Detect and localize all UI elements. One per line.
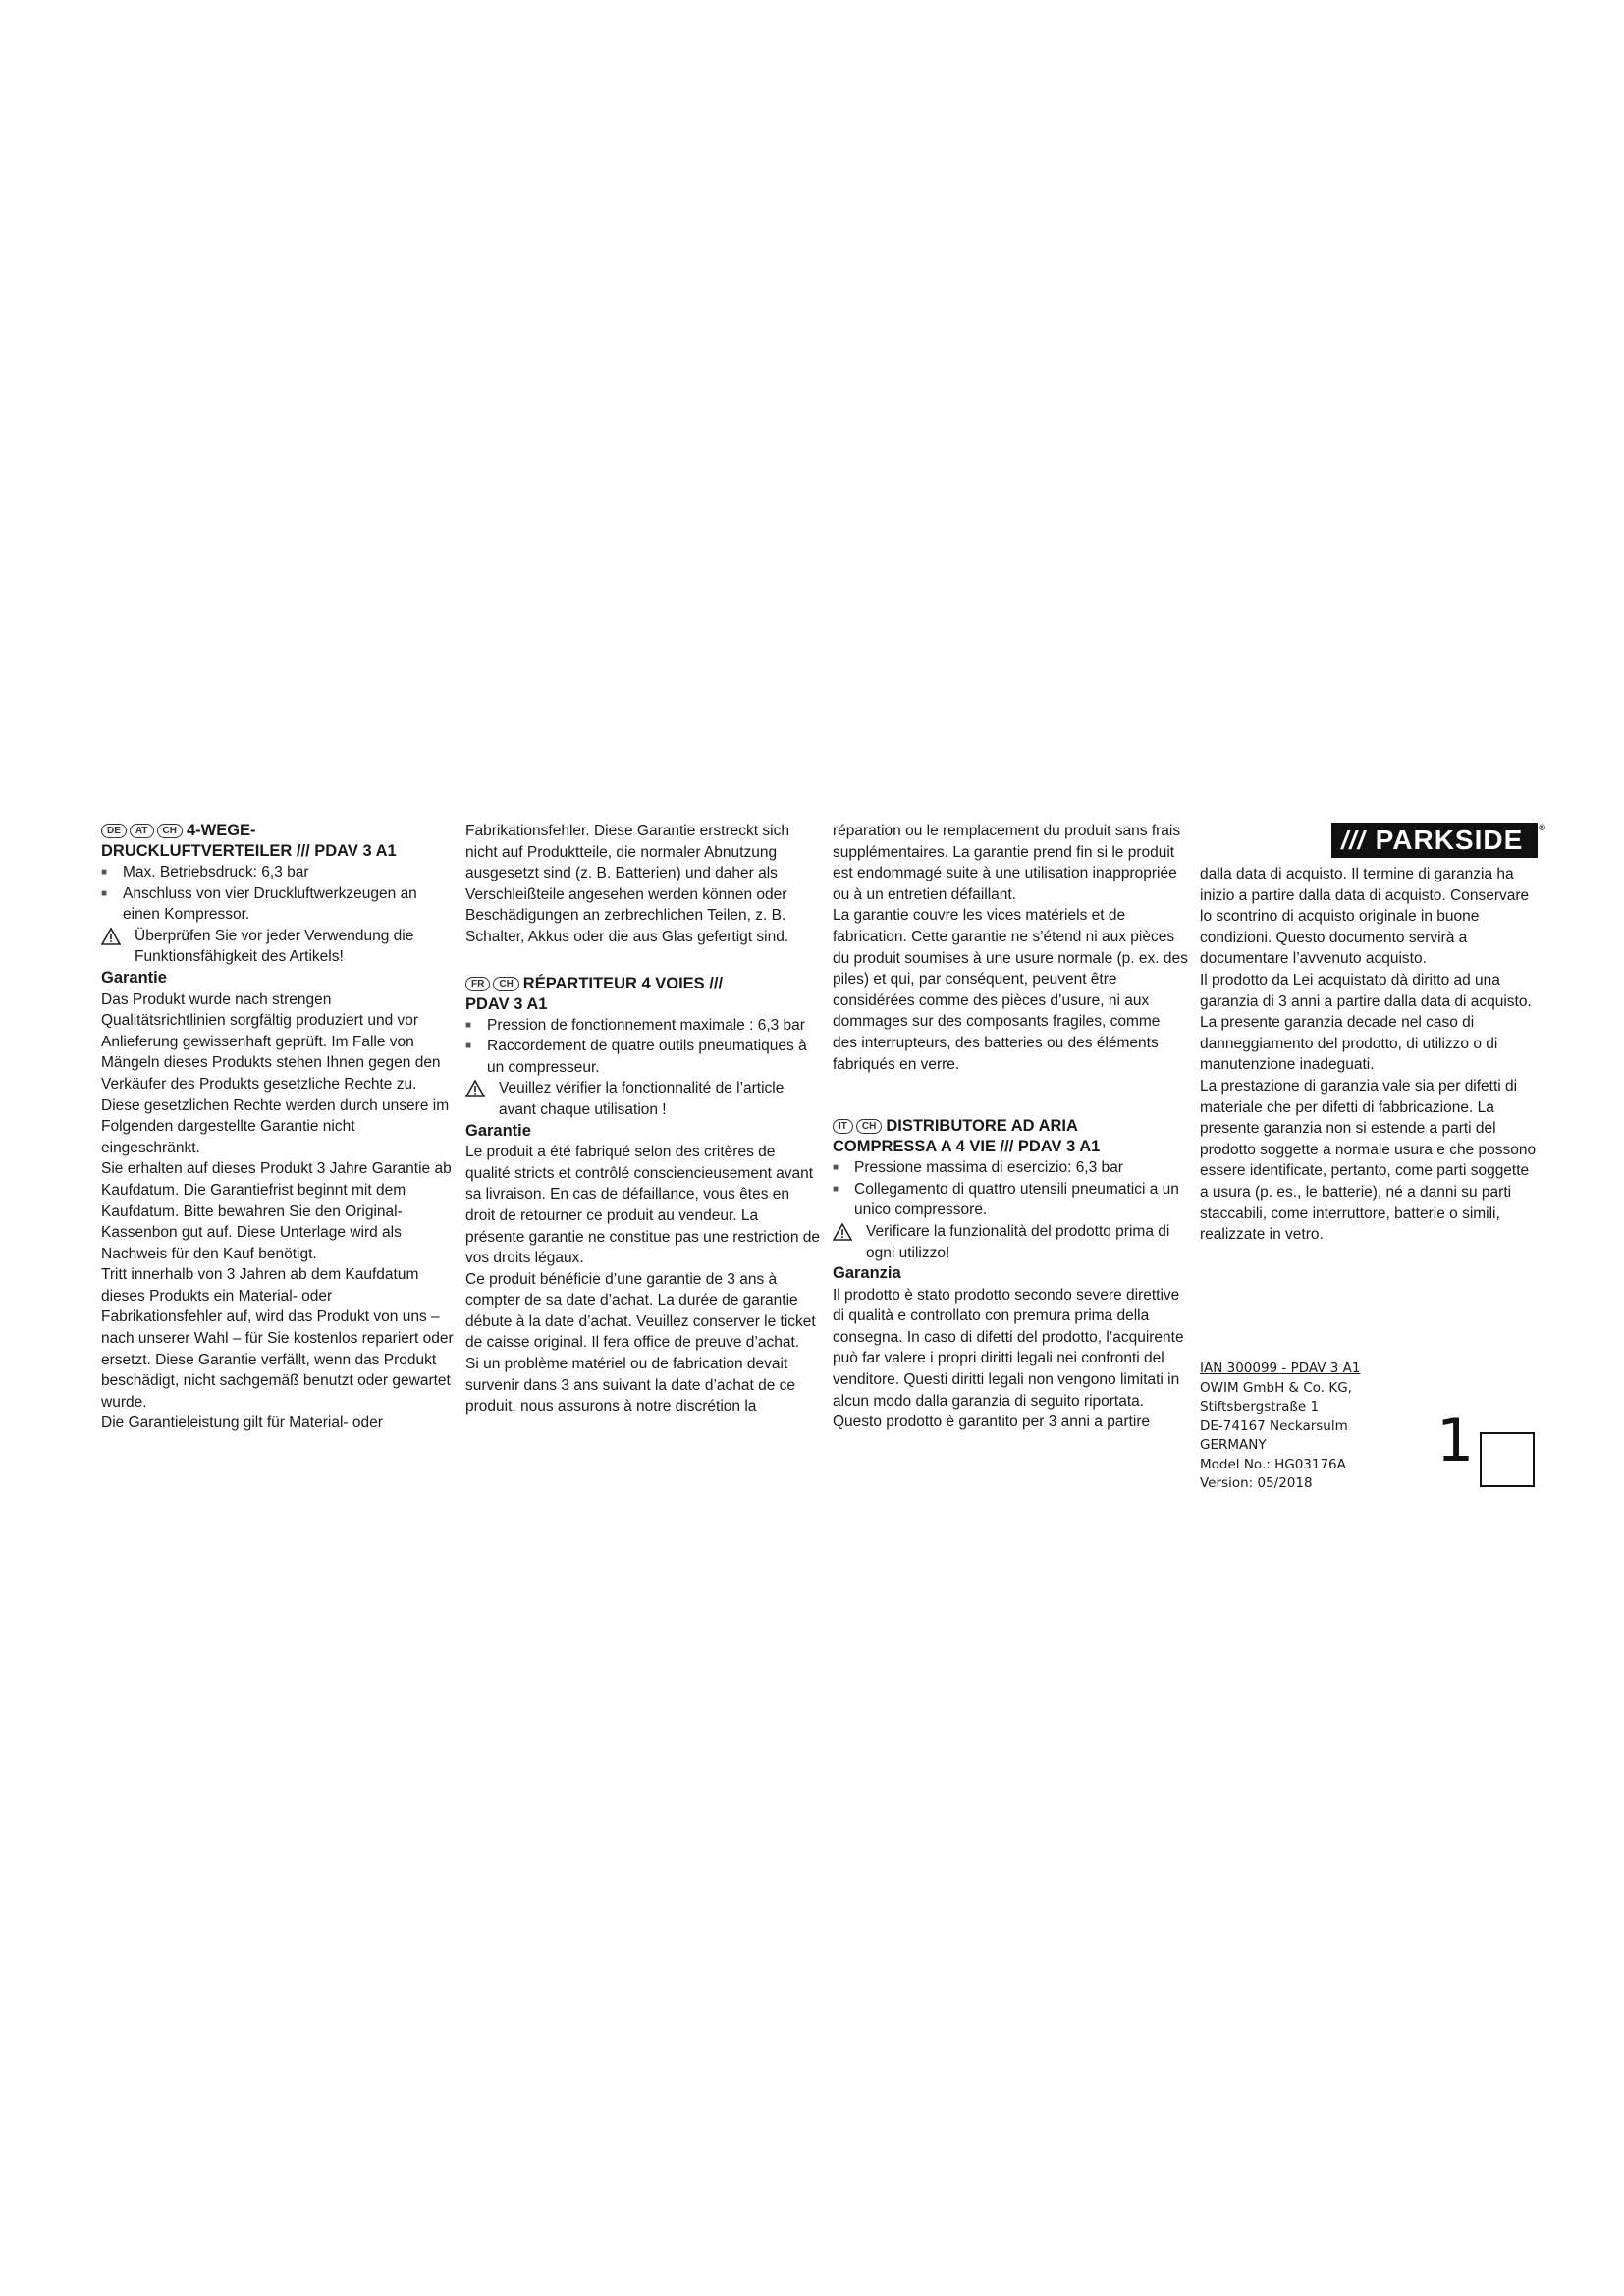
- de-country-badges: [101, 824, 183, 838]
- square-bullet-icon: ■: [465, 1041, 472, 1052]
- logo-text: PARKSIDE: [1375, 825, 1524, 855]
- it-garanzia-p2: Questo prodotto è garantito per 3 anni a partire: [833, 1414, 1151, 1431]
- fr-garantie-p3: Si un problème matériel ou de fabrication devait survenir dans 3 ans suivant la date d’achat de ce produit, nous assurons à notre discrétion la: [465, 1356, 796, 1415]
- column-de-fr: [465, 821, 821, 1417]
- square-bullet-icon: ■: [101, 887, 108, 899]
- de-garantie-heading: Garantie: [101, 968, 167, 987]
- badge-de: DE: [101, 824, 127, 838]
- badge-at: AT: [130, 824, 154, 838]
- column-it: [1200, 864, 1538, 1246]
- it-bullet-1: ■ Pressione massima di esercizio: 6,3 bar: [833, 1157, 1188, 1179]
- column-fr-it: [833, 821, 1188, 1433]
- it-garanzia-p5: La prestazione di garanzia vale sia per difetti di materiale che per difetti di fabbricazione. La presente garanzia non si estende a parti del prodotto soggette a normale usura e che possono essere identificate, pertanto, come parti soggette a usura (p. es., le batterie), né a danni su parti staccabili, come interruttore, batterie o simili, realizzate in vetro.: [1200, 1077, 1537, 1244]
- page-number: 1: [1436, 1407, 1475, 1475]
- fr-title-line2: PDAV 3 A1: [465, 994, 548, 1013]
- fr-garantie-heading: Garantie: [465, 1121, 531, 1140]
- badge-it: IT: [833, 1119, 853, 1134]
- de-garantie-p3: Tritt innerhalb von 3 Jahren ab dem Kaufdatum dieses Produkts ein Material- oder Fabrikationsfehler auf, wird das Produkt von uns – nach unserer Wahl – für Sie kostenlos repariert oder ersetzt. Diese Garantie verfällt, wenn das Produkt beschädigt, nicht sachgemäß benutzt oder gewartet wurde.: [101, 1266, 454, 1411]
- fr-warning: Veuillez vérifier la fonctionnalité de l’article avant chaque utilisation !: [465, 1078, 821, 1120]
- it-garanzia-heading: Garanzia: [833, 1264, 901, 1283]
- warning-triangle-icon: [833, 1221, 866, 1241]
- de-bullet-1: ■ Max. Betriebsdruck: 6,3 bar: [101, 862, 455, 883]
- de-warning: Überprüfen Sie vor jeder Verwendung die Funktionsfähigkeit des Artikels!: [101, 926, 455, 968]
- square-bullet-icon: ■: [465, 1019, 472, 1031]
- square-bullet-icon: ■: [101, 867, 108, 878]
- warning-triangle-icon: [101, 926, 135, 945]
- de-garantie-p2: Sie erhalten auf dieses Produkt 3 Jahre Garantie ab Kaufdatum. Die Garantiefrist beginnt mit dem Kaufdatum. Bitte bewahren Sie den Original-Kassenbon gut auf. Diese Unterlage wird als Nachweis für den Kauf benötigt.: [101, 1160, 452, 1262]
- de-garantie-p4: Die Garantieleistung gilt für Material- oder: [101, 1415, 383, 1432]
- manufacturer-info: [1200, 1360, 1361, 1494]
- square-bullet-icon: ■: [833, 1183, 839, 1195]
- model-line: Model No.: HG03176A: [1200, 1456, 1346, 1472]
- company-line: OWIM GmbH & Co. KG,: [1200, 1379, 1352, 1396]
- badge-ch: CH: [493, 977, 518, 991]
- fr-bullet-1: ■ Pression de fonctionnement maximale : 6,3 bar: [465, 1015, 821, 1037]
- it-title-line1: DISTRIBUTORE AD ARIA: [886, 1117, 1078, 1136]
- it-title: [833, 1116, 1188, 1157]
- logo-slashes: ///: [1341, 825, 1366, 855]
- fr-bullet-2: ■ Raccordement de quatre outils pneumatiques à un compresseur.: [465, 1038, 807, 1076]
- column-de: [101, 821, 455, 1434]
- fr-garantie-p1: Le produit a été fabriqué selon des critères de qualité stricts et contrôlé consciencieusement avant sa livraison. En cas de défaillance, vous êtes en droit de retourner ce produit au vendeur. La présente garantie ne constitue pas une restriction de vos droits légaux.: [465, 1144, 821, 1267]
- fr-garantie-p4: réparation ou le remplacement du produit sans frais supplémentaires. La garantie prend fin si le produit est endommagé suite à une utilisation inappropriée ou à un entretien défaillant.: [833, 823, 1181, 903]
- fr-garantie-p2: Ce produit bénéficie d’une garantie de 3 ans à compter de sa date d’achat. La durée de garantie débute à la date d’achat. Veuillez conserver le ticket de caisse original. Il fera office de preuve d’achat.: [465, 1270, 816, 1352]
- warning-triangle-icon: [465, 1078, 499, 1097]
- page-box: [1480, 1432, 1535, 1487]
- it-garanzia-p1: Il prodotto è stato prodotto secondo severe direttive di qualità e controllato con premura prima della consegna. In caso di difetti del prodotto, l’acquirente può far valere i propri diritti legali nei confronti del venditore. Questi diritti legali non vengono limitati in alcun modo dalla garanzia di seguito riportata.: [833, 1286, 1184, 1410]
- de-title: [101, 821, 455, 862]
- square-bullet-icon: ■: [833, 1162, 839, 1174]
- fr-title: [465, 974, 821, 1015]
- city-line: DE-74167 Neckarsulm: [1200, 1417, 1348, 1434]
- it-country-badges: [833, 1119, 882, 1134]
- badge-ch: CH: [856, 1119, 882, 1134]
- registered-mark: ®: [1539, 823, 1546, 832]
- country-line: GERMANY: [1200, 1437, 1267, 1453]
- version-line: Version: 05/2018: [1200, 1475, 1313, 1491]
- de-garantie-p5: Fabrikationsfehler. Diese Garantie erstreckt sich nicht auf Produktteile, die normaler Abnutzung ausgesetzt sind (z. B. Batterien) und daher als Verschleißteile angesehen werden können oder Beschädigungen an zerbrechlichen Teilen, z. B. Schalter, Akkus oder die aus Glas gefertigt sind.: [465, 823, 789, 945]
- badge-ch: CH: [157, 824, 183, 838]
- de-bullet-2: ■ Anschluss von vier Druckluftwerkzeugen an einen Kompressor.: [101, 884, 417, 924]
- parkside-logo: [1331, 823, 1546, 858]
- ian-line: IAN 300099 - PDAV 3 A1: [1200, 1361, 1361, 1376]
- de-title-line2: DRUCKLUFTVERTEILER /// PDAV 3 A1: [101, 842, 397, 860]
- it-title-line2: COMPRESSA A 4 VIE /// PDAV 3 A1: [833, 1138, 1101, 1156]
- it-bullet-2: ■ Collegamento di quattro utensili pneumatici a un unico compressore.: [833, 1180, 1179, 1219]
- it-garanzia-p3: dalla data di acquisto. Il termine di garanzia ha inizio a partire dalla data di acquisto. Conservare lo scontrino di acquisto originale in buone condizioni. Questo documento servirà a documentare l’avvenuto acquisto.: [1200, 866, 1530, 968]
- it-warning: Verificare la funzionalità del prodotto prima di ogni utilizzo!: [833, 1221, 1188, 1263]
- fr-title-line1: RÉPARTITEUR 4 VOIES ///: [522, 974, 724, 992]
- fr-garantie-p5: La garantie couvre les vices matériels et de fabrication. Cette garantie ne s’étend ni aux pièces du produit soumises à une usure normale (p. ex. des piles) et qui, par conséquent, peuvent être considérées comme des pièces d’usure, ni aux dommages sur des composants fragiles, comme des interrupteurs, des batteries ou des éléments fabriqués en verre.: [833, 907, 1188, 1073]
- badge-fr: FR: [465, 977, 490, 991]
- de-garantie-p1: Das Produkt wurde nach strengen Qualitätsrichtlinien sorgfältig produziert und vor Anlieferung gewissenhaft geprüft. Im Falle von Mängeln dieses Produkts stehen Ihnen gegen den Verkäufer des Produkts gesetzliche Rechte zu. Diese gesetzlichen Rechte werden durch unsere im Folgenden dargestellte Garantie nicht eingeschränkt.: [101, 990, 450, 1156]
- it-garanzia-p4: Il prodotto da Lei acquistato dà diritto ad una garanzia di 3 anni a partire dalla data di acquisto. La presente garanzia decade nel caso di danneggiamento del prodotto, di utilizzo o di manutenzione inadeguati.: [1200, 971, 1532, 1074]
- fr-country-badges: [465, 977, 519, 991]
- street-line: Stiftsbergstraße 1: [1200, 1399, 1320, 1415]
- de-title-line1: 4-WEGE-: [186, 822, 256, 839]
